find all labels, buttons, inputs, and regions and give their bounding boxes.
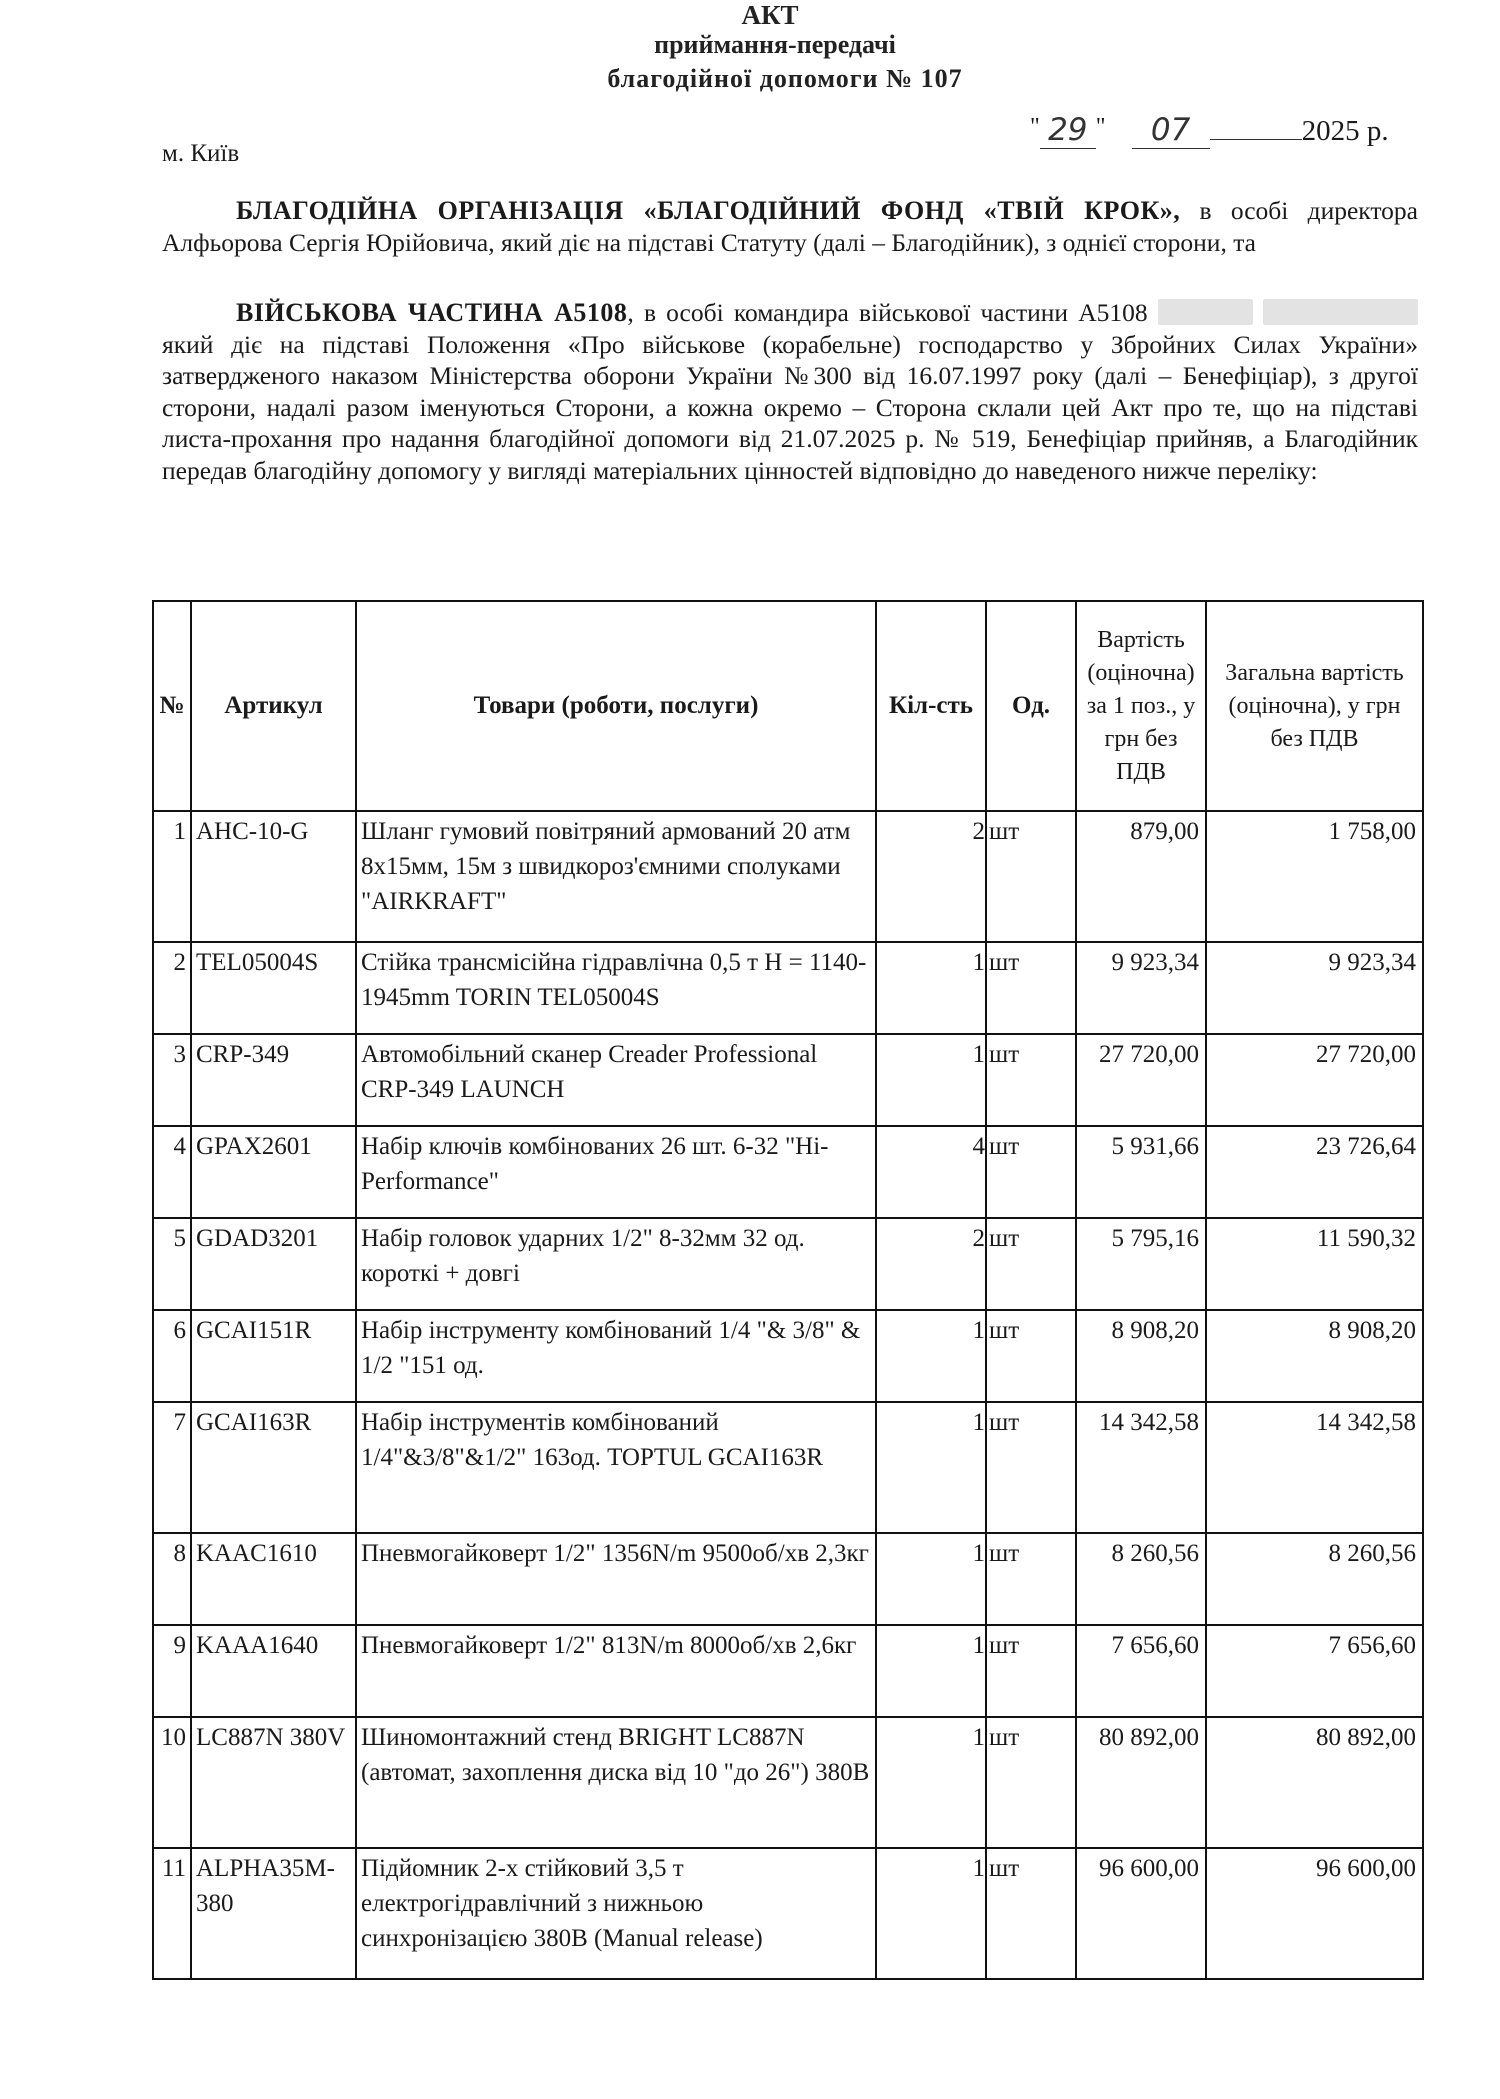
- cell-no: 6: [153, 1310, 191, 1402]
- cell-total: 8 260,56: [1206, 1533, 1423, 1625]
- cell-total: 23 726,64: [1206, 1126, 1423, 1218]
- cell-no: 2: [153, 942, 191, 1034]
- beneficiary-name: ВІЙСЬКОВА ЧАСТИНА А5108: [236, 298, 628, 327]
- cell-article: GDAD3201: [191, 1218, 356, 1310]
- cell-unit: шт: [986, 1717, 1076, 1848]
- cell-no: 5: [153, 1218, 191, 1310]
- cell-unit: шт: [986, 1218, 1076, 1310]
- cell-name: Шланг гумовий повітряний армований 20 атм 8х15мм, 15м з швидкороз'ємними сполуками "AIRKRAFT": [356, 811, 876, 942]
- cell-article: TEL05004S: [191, 942, 356, 1034]
- cell-price: 8 908,20: [1076, 1310, 1206, 1402]
- cell-no: 9: [153, 1625, 191, 1717]
- document-title: АКТ: [741, 0, 799, 30]
- table-row: [153, 1126, 1423, 1218]
- cell-price: 27 720,00: [1076, 1034, 1206, 1126]
- cell-no: 7: [153, 1402, 191, 1533]
- cell-qty: 2: [876, 811, 986, 942]
- cell-no: 1: [153, 811, 191, 942]
- cell-article: KAAC1610: [191, 1533, 356, 1625]
- cell-no: 11: [153, 1848, 191, 1979]
- date-month: 07: [1132, 112, 1210, 149]
- header-unit: Од.: [986, 601, 1076, 811]
- cell-name: Пневмогайковерт 1/2" 1356N/m 9500об/хв 2,3кг: [356, 1533, 876, 1625]
- cell-total: 80 892,00: [1206, 1717, 1423, 1848]
- cell-price: 7 656,60: [1076, 1625, 1206, 1717]
- cell-total: 7 656,60: [1206, 1625, 1423, 1717]
- header-no: №: [153, 601, 191, 811]
- cell-name: Набір інструменту комбінований 1/4 "& 3/8" & 1/2 "151 од.: [356, 1310, 876, 1402]
- cell-unit: шт: [986, 1848, 1076, 1979]
- cell-name: Шиномонтажний стенд BRIGHT LC887N (автомат, захоплення диска від 10 "до 26") 380В: [356, 1717, 876, 1848]
- cell-unit: шт: [986, 811, 1076, 942]
- cell-price: 96 600,00: [1076, 1848, 1206, 1979]
- cell-price: 8 260,56: [1076, 1533, 1206, 1625]
- cell-total: 27 720,00: [1206, 1034, 1423, 1126]
- cell-no: 3: [153, 1034, 191, 1126]
- table-row: [153, 1625, 1423, 1717]
- table-row: [153, 942, 1423, 1034]
- cell-qty: 1: [876, 1717, 986, 1848]
- document-subtitle: приймання-передачі: [654, 30, 896, 59]
- header-total: Загальна вартість (оціночна), у грн без ПДВ: [1206, 601, 1423, 811]
- beneficiary-paragraph: [162, 297, 1418, 486]
- cell-unit: шт: [986, 1126, 1076, 1218]
- table-row: [153, 1310, 1423, 1402]
- cell-unit: шт: [986, 1402, 1076, 1533]
- date-year: 2025 р.: [1301, 115, 1389, 147]
- donor-text: в особі директора Алфьорова Сергія Юрійовича, який діє на підставі Статуту (далі – Благодійник), з однієї сторони, та: [162, 196, 1418, 257]
- donor-name: БЛАГОДІЙНА ОРГАНІЗАЦІЯ «БЛАГОДІЙНИЙ ФОНД «ТВІЙ КРОК»,: [236, 196, 1181, 225]
- cell-qty: 1: [876, 1625, 986, 1717]
- cell-total: 11 590,32: [1206, 1218, 1423, 1310]
- cell-name: Підйомник 2-х стійковий 3,5 т електрогідравлічний з нижньою синхронізацією 380В (Manual release): [356, 1848, 876, 1979]
- beneficiary-text-a: , в особі командира військової частини А5108: [627, 298, 1158, 327]
- cell-qty: 1: [876, 942, 986, 1034]
- cell-unit: шт: [986, 1625, 1076, 1717]
- cell-article: CRP-349: [191, 1034, 356, 1126]
- cell-name: Набір головок ударних 1/2" 8-32мм 32 од. короткі + довгі: [356, 1218, 876, 1310]
- cell-price: 80 892,00: [1076, 1717, 1206, 1848]
- header-price: Вартість (оціночна) за 1 поз., у грн без ПДВ: [1076, 601, 1206, 811]
- redacted-block: [1158, 299, 1253, 325]
- cell-qty: 1: [876, 1402, 986, 1533]
- cell-article: LC887N 380V: [191, 1717, 356, 1848]
- cell-qty: 1: [876, 1310, 986, 1402]
- beneficiary-text-b: який діє на підставі Положення «Про військове (корабельне) господарство у Збройних Силах України» затвердженого наказом Міністерства оборони України №300 від 16.07.1997 року (далі – Бенефіціар), з другої сторони, надалі разом іменуються Сторони, а кожна окремо – Сторона склали цей Акт про те, що на підставі листа-прохання про надання благодійної допомоги від 21.07.2025 р. № 519, Бенефіціар прийняв, а Благодійник передав благодійну допомогу у вигляді матеріальних цінностей відповідно до наведеного нижче переліку:: [162, 329, 1418, 485]
- cell-name: Набір ключів комбінованих 26 шт. 6-32 "Hi-Performance": [356, 1126, 876, 1218]
- cell-unit: шт: [986, 942, 1076, 1034]
- cell-qty: 1: [876, 1848, 986, 1979]
- cell-price: 5 795,16: [1076, 1218, 1206, 1310]
- cell-article: AHC-10-G: [191, 811, 356, 942]
- date-underline: [1210, 119, 1302, 140]
- header-goods: Товари (роботи, послуги): [356, 601, 876, 811]
- cell-price: 14 342,58: [1076, 1402, 1206, 1533]
- cell-article: ALPHA35M-380: [191, 1848, 356, 1979]
- cell-unit: шт: [986, 1034, 1076, 1126]
- cell-name: Стійка трансмісійна гідравлічна 0,5 т H = 1140-1945mm TORIN TEL05004S: [356, 942, 876, 1034]
- cell-no: 4: [153, 1126, 191, 1218]
- cell-total: 9 923,34: [1206, 942, 1423, 1034]
- table-row: [153, 811, 1423, 942]
- table-row: [153, 1034, 1423, 1126]
- header-qty: Кіл-сть: [876, 601, 986, 811]
- cell-qty: 1: [876, 1034, 986, 1126]
- date-day: 29: [1040, 112, 1096, 149]
- header-article: Артикул: [191, 601, 356, 811]
- cell-unit: шт: [986, 1310, 1076, 1402]
- table-row: [153, 1218, 1423, 1310]
- cell-qty: 1: [876, 1533, 986, 1625]
- cell-name: Пневмогайковерт 1/2" 813N/m 8000об/хв 2,6кг: [356, 1625, 876, 1717]
- cell-price: 879,00: [1076, 811, 1206, 942]
- items-table: [152, 600, 1424, 1980]
- cell-article: KAAA1640: [191, 1625, 356, 1717]
- document-number: благодійної допомоги № 107: [607, 64, 963, 93]
- cell-total: 1 758,00: [1206, 811, 1423, 942]
- cell-price: 5 931,66: [1076, 1126, 1206, 1218]
- cell-no: 8: [153, 1533, 191, 1625]
- donor-paragraph: [162, 195, 1418, 258]
- cell-unit: шт: [986, 1533, 1076, 1625]
- cell-article: GPAX2601: [191, 1126, 356, 1218]
- city: м. Київ: [162, 140, 240, 167]
- cell-article: GCAI163R: [191, 1402, 356, 1533]
- cell-total: 8 908,20: [1206, 1310, 1423, 1402]
- cell-price: 9 923,34: [1076, 942, 1206, 1034]
- table-header-row: [153, 601, 1423, 811]
- table-row: [153, 1402, 1423, 1533]
- table-row: [153, 1848, 1423, 1979]
- cell-total: 96 600,00: [1206, 1848, 1423, 1979]
- cell-total: 14 342,58: [1206, 1402, 1423, 1533]
- redacted-block: [1263, 299, 1418, 325]
- cell-qty: 2: [876, 1218, 986, 1310]
- document-date: " 29 " 07 2025 р.: [1030, 112, 1389, 148]
- cell-name: Набір інструментів комбінований 1/4"&3/8"&1/2" 163од. TOPTUL GCAI163R: [356, 1402, 876, 1533]
- cell-name: Автомобільний сканер Creader Professional CRP-349 LAUNCH: [356, 1034, 876, 1126]
- cell-no: 10: [153, 1717, 191, 1848]
- cell-qty: 4: [876, 1126, 986, 1218]
- table-row: [153, 1533, 1423, 1625]
- table-row: [153, 1717, 1423, 1848]
- cell-article: GCAI151R: [191, 1310, 356, 1402]
